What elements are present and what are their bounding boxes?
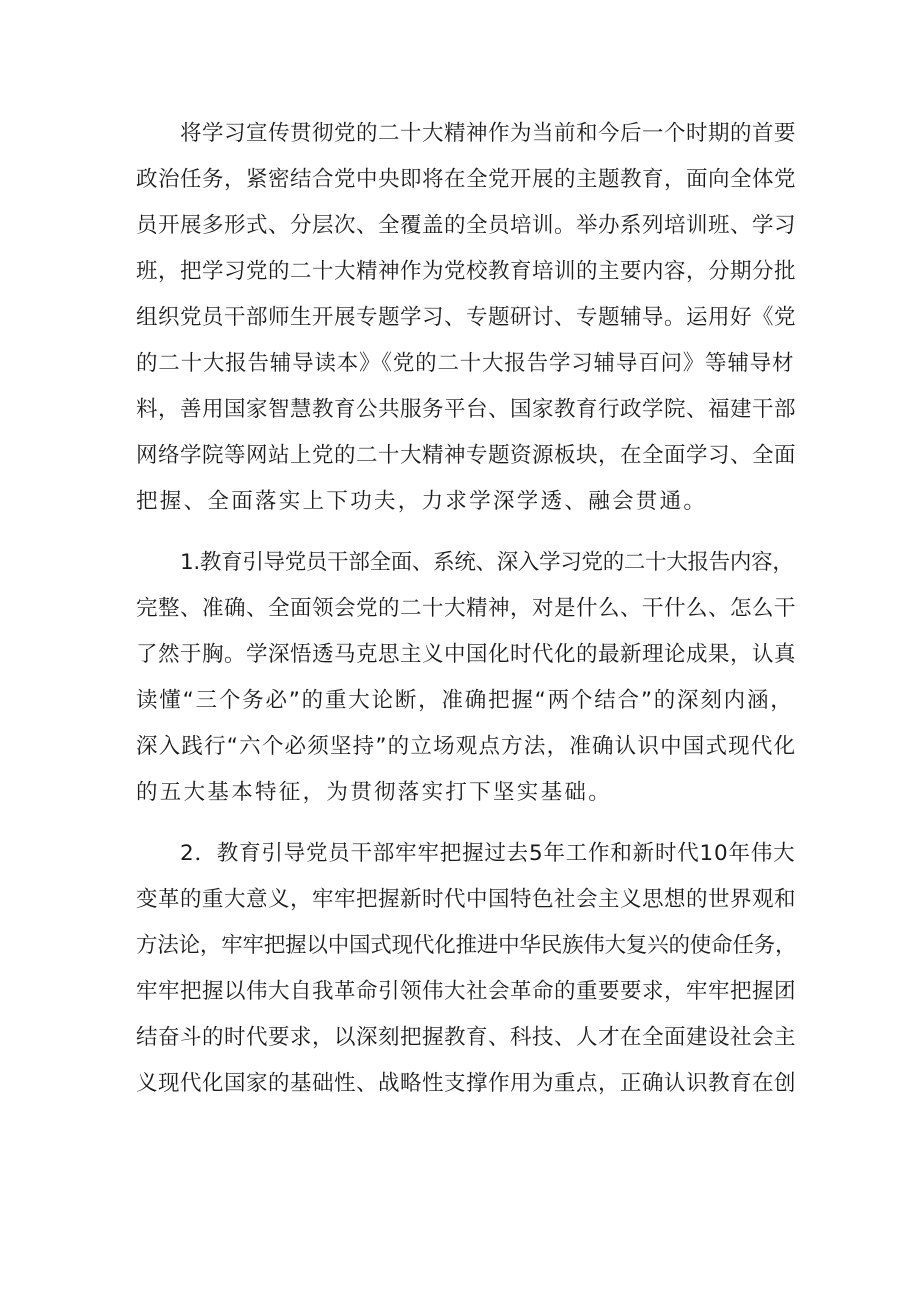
paragraph-1-line-6: 的二十大报告辅导读本》《党的二十大报告学习辅导百问》等辅导材 [136, 351, 795, 376]
paragraph-2-line-1: 1.教育引导党员干部全面、系统、深入学习党的二十大报告内容， [180, 550, 794, 575]
paragraph-3-line-6: 义现代化国家的基础性、战略性支撑作用为重点，正确认识教育在创 [136, 1071, 797, 1096]
paragraph-1-line-9: 把握、全面落实上下功夫，力求学深学透、融会贯通。 [136, 489, 708, 514]
paragraph-1-line-1: 将学习宣传贯彻党的二十大精神作为当前和今后一个时期的首要 [180, 121, 797, 146]
paragraph-1-line-2: 政治任务，紧密结合党中央即将在全党开展的主题教育，面向全体党 [136, 167, 797, 192]
paragraph-2-line-6: 的五大基本特征，为贯彻落实打下坚实基础。 [136, 780, 613, 805]
paragraph-1-line-5: 组织党员干部师生开展专题学习、专题研讨、专题辅导。运用好《党 [136, 305, 797, 330]
paragraph-3-line-2: 变革的重大意义，牢牢把握新时代中国特色社会主义思想的世界观和 [136, 887, 797, 912]
paragraph-3-line-3: 方法论，牢牢把握以中国式现代化推进中华民族伟大复兴的使命任务， [136, 933, 797, 958]
paragraph-1-line-7: 料，善用国家智慧教育公共服务平台、国家教育行政学院、福建干部 [136, 397, 797, 422]
paragraph-1-line-3: 员开展多形式、分层次、全覆盖的全员培训。举办系列培训班、学习 [136, 213, 797, 238]
paragraph-1-line-8: 网络学院等网站上党的二十大精神专题资源板块，在全面学习、全面 [136, 443, 797, 468]
paragraph-3-line-4: 牢牢把握以伟大自我革命引领伟大社会革命的重要要求，牢牢把握团 [136, 979, 797, 1004]
paragraph-1-line-4: 班，把学习党的二十大精神作为党校教育培训的主要内容，分期分批 [136, 259, 797, 284]
paragraph-2-line-3: 了然于胸。学深悟透马克思主义中国化时代化的最新理论成果，认真 [136, 642, 797, 667]
paragraph-3-line-1: 2．教育引导党员干部牢牢把握过去5年工作和新时代10年伟大 [180, 841, 796, 866]
paragraph-2-line-2: 完整、准确、全面领会党的二十大精神，对是什么、干什么、怎么干 [136, 596, 797, 621]
paragraph-3-line-5: 结奋斗的时代要求，以深刻把握教育、科技、人才在全面建设社会主 [136, 1025, 797, 1050]
paragraph-2-line-4: 读懂“三个务必”的重大论断，准确把握“两个结合”的深刻内涵， [136, 688, 794, 713]
paragraph-2-line-5: 深入践行“六个必须坚持”的立场观点方法，准确认识中国式现代化 [136, 734, 797, 759]
